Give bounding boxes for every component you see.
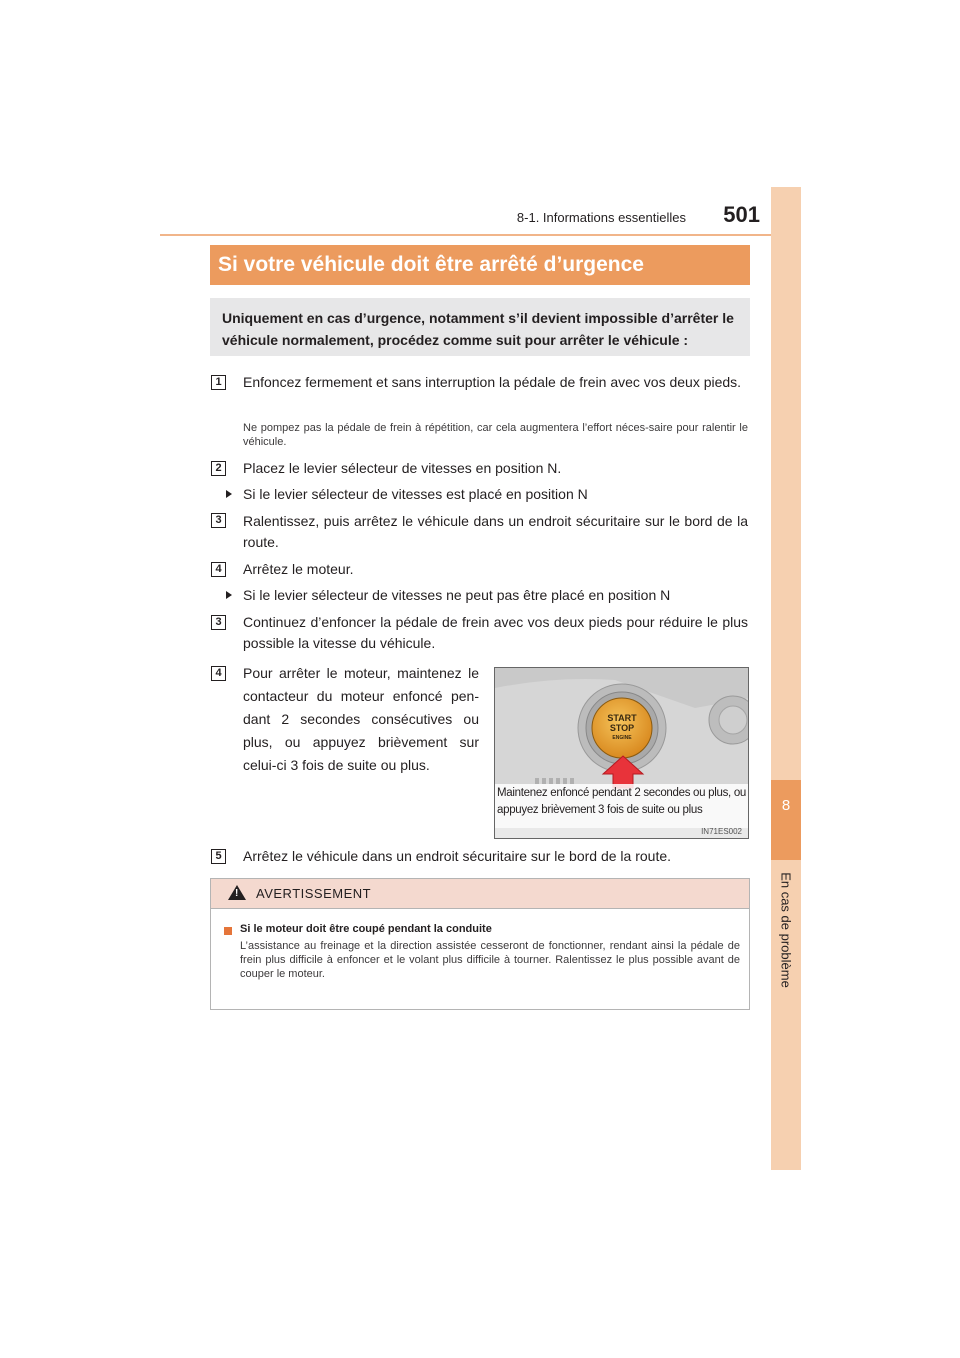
warning-box — [210, 878, 750, 1010]
page-title-bar — [210, 245, 750, 285]
subheading-text: Si le levier sélecteur de vitesses est placé en position N — [243, 486, 588, 502]
button-label-stop: STOP — [609, 723, 635, 733]
step-number-badge: 4 — [211, 666, 226, 681]
triangle-bullet-icon — [226, 591, 232, 599]
step-text: Arrêtez le véhicule dans un endroit sécuritaire sur le bord de la route. — [243, 848, 672, 864]
start-stop-figure — [494, 667, 749, 839]
chapter-tab[interactable] — [771, 780, 801, 860]
intro-text: Uniquement en cas d’urgence, notamment s’il devient impossible d’arrêter le véhicule normalement, procédez comme suit pour arrêter le véhicule : — [222, 310, 734, 348]
step-text: Pour arrêter le moteur, maintenez le contacteur du moteur enfoncé pen-dant 2 secondes consécutives ou plus, ou appuyez brièvement sur celui-ci 3 fois de suite ou plus. — [243, 665, 479, 773]
warning-triangle-icon: ! — [228, 885, 246, 900]
step-number-badge: 2 — [211, 461, 226, 476]
chapter-sidebar — [771, 187, 801, 1170]
step-text: Continuez d’enfoncer la pédale de frein avec vos deux pieds pour réduire le plus possible la vitesse du véhicule. — [243, 614, 748, 651]
page-number: 501 — [723, 202, 760, 227]
step-text: Placez le levier sélecteur de vitesses en position N. — [243, 460, 562, 476]
step-text: Ralentissez, puis arrêtez le véhicule dans un endroit sécuritaire sur le bord de la route. — [243, 513, 748, 550]
step-number-badge: 3 — [211, 513, 226, 528]
subheading-text: Si le levier sélecteur de vitesses ne peut pas être placé en position N — [243, 587, 671, 603]
header-rule — [160, 234, 800, 236]
step-number-badge: 5 — [211, 849, 226, 864]
square-bullet-icon — [224, 927, 232, 935]
chapter-title: En cas de problème — [778, 872, 794, 988]
step-number-badge: 3 — [211, 615, 226, 630]
warning-header — [211, 879, 749, 909]
warning-subtitle: Si le moteur doit être coupé pendant la conduite — [240, 923, 492, 935]
step-number-badge: 4 — [211, 562, 226, 577]
section-reference: 8-1. Informations essentielles — [516, 210, 686, 225]
warning-label: AVERTISSEMENT — [256, 886, 372, 901]
triangle-bullet-icon — [226, 490, 232, 498]
button-label-engine: ENGINE — [612, 735, 632, 741]
button-label-start: START — [607, 713, 637, 723]
warning-text: L’assistance au freinage et la direction assistée cesseront de fonctionner, rendant ainsi la pédale de frein plus difficile à enfoncer et le volant plus difficile à tourner. Ralentissez le plus possible avant de couper le moteur. — [240, 940, 740, 980]
step-number-badge: 1 — [211, 375, 226, 390]
step-text: Enfoncez fermement et sans interruption la pédale de frein avec vos deux pieds. — [243, 374, 742, 390]
chapter-number: 8 — [781, 797, 791, 814]
figure-code: IN71ES002 — [701, 827, 742, 836]
intro-box — [210, 298, 750, 356]
step-text: Arrêtez le moteur. — [243, 561, 354, 577]
step-note: Ne pompez pas la pédale de frein à répétition, car cela augmentera l’effort néces-saire pour ralentir le véhicule. — [243, 422, 748, 448]
page-title: Si votre véhicule doit être arrêté d’urgence — [218, 253, 644, 276]
figure-caption: Maintenez enfoncé pendant 2 secondes ou plus, ou appuyez brièvement 3 fois de suite ou plus — [497, 787, 747, 816]
